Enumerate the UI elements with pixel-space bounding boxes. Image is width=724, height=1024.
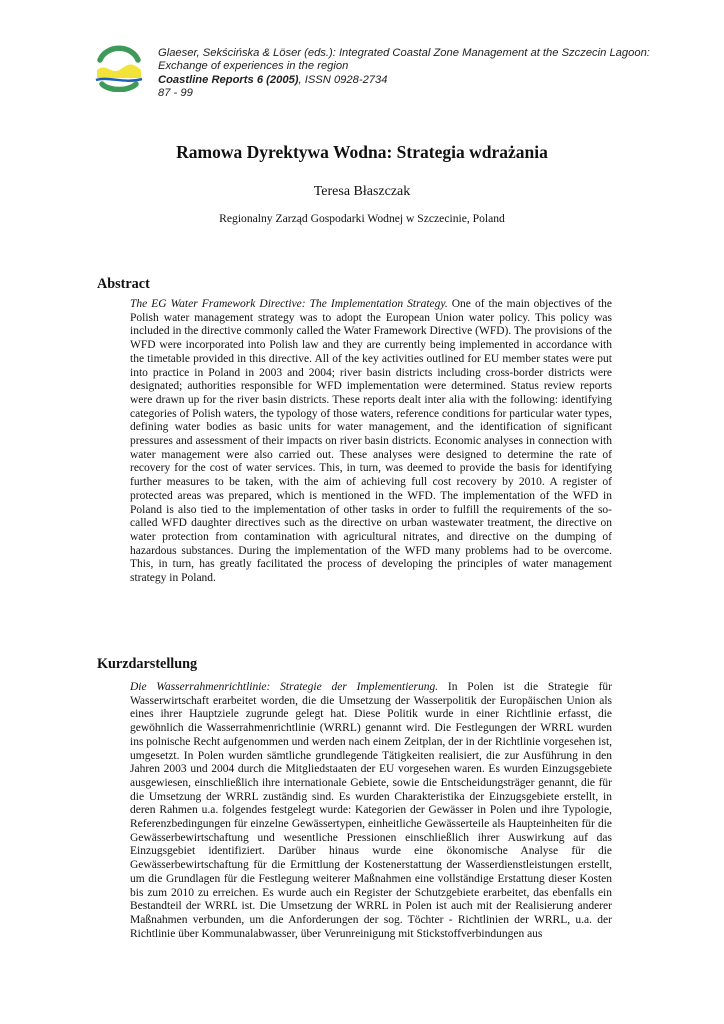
logo-green-arc-bottom — [102, 84, 136, 90]
kurzdarstellung-body: In Polen ist die Strategie für Wasserwirtschaft erarbeitet worden, die die Umsetzung der Wasserpolitik der Europäischen Union als eines ihrer Hauptziele zugrunde gelegt hat. Diese Politik wurde in einer Richtlinie erfasst, die gewöhnlich die Wasserrahmenrichtlinie (WRRL) genannt wird. Die Festlegungen der WRRL wurden ins polnische Recht aufgenommen und werden nach einem Zeitplan, der in der Richtlinie vorgesehen ist, umgesetzt. In Polen wurden sämtliche grundlegende Tätigkeiten realisiert, die zur Ausführung in den Jahren 2003 und 2004 durch die Mitgliedstaaten der EU vorgesehen waren. Es wurden Einzugsgebiete ausgewiesen, einschließlich ihre internationale Gebiete, sowie die Entscheidungsträger genannt, die für die Umsetzung der WRRL zuständig sind. Es wurden Charakteristika der Einzugsgebiete erstellt, in deren Rahmen u.a. folgendes festgelegt wurde: Kategorien der Gewässer in Polen und ihre Typologie, Referenzbedingungen für einzelne Gewässertypen, einheitliche Gewässerteile als Haupteinheiten für die Gewässerbewirtschaftung und wesentliche Pressionen einschließlich ihrer Auswirkung auf das Einzugsgebiet identifiziert. Darüber hinaus wurde eine ökonomische Analyse für die Gewässerbewirtschaftung für die Ermittlung der Kostenerstattung der Wasserdienstleistungen erstellt, um die Grundlagen für die Festlegung weiterer Maßnahmen eine vollständige Erstattung dieser Kosten bis zum 2010 zu erreichen. Es wurde auch ein Register der Schutzgebiete erarbeitet, das ebenfalls ein Bestandteil der WRRL ist. Die Umsetzung der WRRL in Polen ist auch mit der Realisierung anderer Maßnahmen verbunden, um die Anforderungen der sog. Töchter - Richtlinien der WRRL, u.a. der Richtlinie über Kommunalabwasser, über Verunreinigung mit Stickstoffverbindungen aus — [130, 681, 612, 940]
paper-author: Teresa Błaszczak — [313, 184, 411, 199]
journal-header — [158, 47, 648, 100]
paper-affiliation: Regionalny Zarząd Gospodarki Wodnej w Szczecinie, Poland — [219, 212, 505, 225]
header-issn: , ISSN 0928-2734 — [298, 73, 388, 86]
logo-yellow-wave — [97, 65, 141, 78]
paper-title: Ramowa Dyrektywa Wodna: Strategia wdrażania — [176, 142, 548, 162]
abstract-text — [130, 298, 612, 586]
header-line-3 — [158, 74, 648, 87]
abstract-lead: The EG Water Framework Directive: The Implementation Strategy. — [130, 298, 448, 310]
header-series: Coastline Reports 6 (2005) — [158, 73, 299, 86]
kurzdarstellung-heading: Kurzdarstellung — [97, 656, 198, 672]
header-line-2: Exchange of experiences in the region — [158, 60, 349, 73]
abstract-body: One of the main objectives of the Polish water management strategy was to adopt the European Union water policy. This policy was included in the directive commonly called the Water Framework Directive (WFD). The provisions of the WFD were incorporated into Polish law and they are currently being implemented in accordance with the timetable provided in this directive. All of the key activities outlined for EU member states were put into practice in Poland in 2003 and 2004; river basin districts including cross-border districts were designated; authorities responsible for WFD implementation were determined. Status review reports were drawn up for the river basin districts. These reports dealt inter alia with the following: identifying categories of Polish waters, the typology of those waters, reference conditions for particular water types, defining water bodies as basic units for water management, and the identification of significant pressures and assessment of their impacts on river basin districts. Economic analyses in connection with water management were also carried out. These analyses were designed to determine the rate of recovery for the cost of water services. This, in turn, was deemed to provide the basis for identifying further measures to be taken, with the aim of achieving full cost recovery by 2010. A register of protected areas was prepared, which is mentioned in the WFD. The implementation of the WFD in Poland is also tied to the implementation of other tasks in order to fulfill the requirements of the so-called WFD daughter directives such as the directive on urban wastewater treatment, the directive on water protection from contamination with agricultural nitrates, and directive on the dumping of hazardous substances. During the implementation of the WFD many problems had to be overcome. This, in turn, has greatly facilitated the process of developing the principles of water management strategy in Poland. — [130, 298, 612, 585]
abstract-heading: Abstract — [97, 276, 150, 292]
logo-blue-line — [96, 79, 142, 81]
kurzdarstellung-text — [130, 681, 612, 993]
coastline-logo — [94, 40, 144, 92]
logo-green-arc-top — [100, 48, 138, 60]
header-line-1: Glaeser, Sekścińska & Löser (eds.): Integrated Coastal Zone Management at the Szczecin Lagoon: — [158, 47, 650, 59]
header-pages: 87 - 99 — [158, 86, 193, 99]
kurzdarstellung-lead: Die Wasserrahmenrichtlinie: Strategie der Implementierung. — [130, 681, 439, 693]
